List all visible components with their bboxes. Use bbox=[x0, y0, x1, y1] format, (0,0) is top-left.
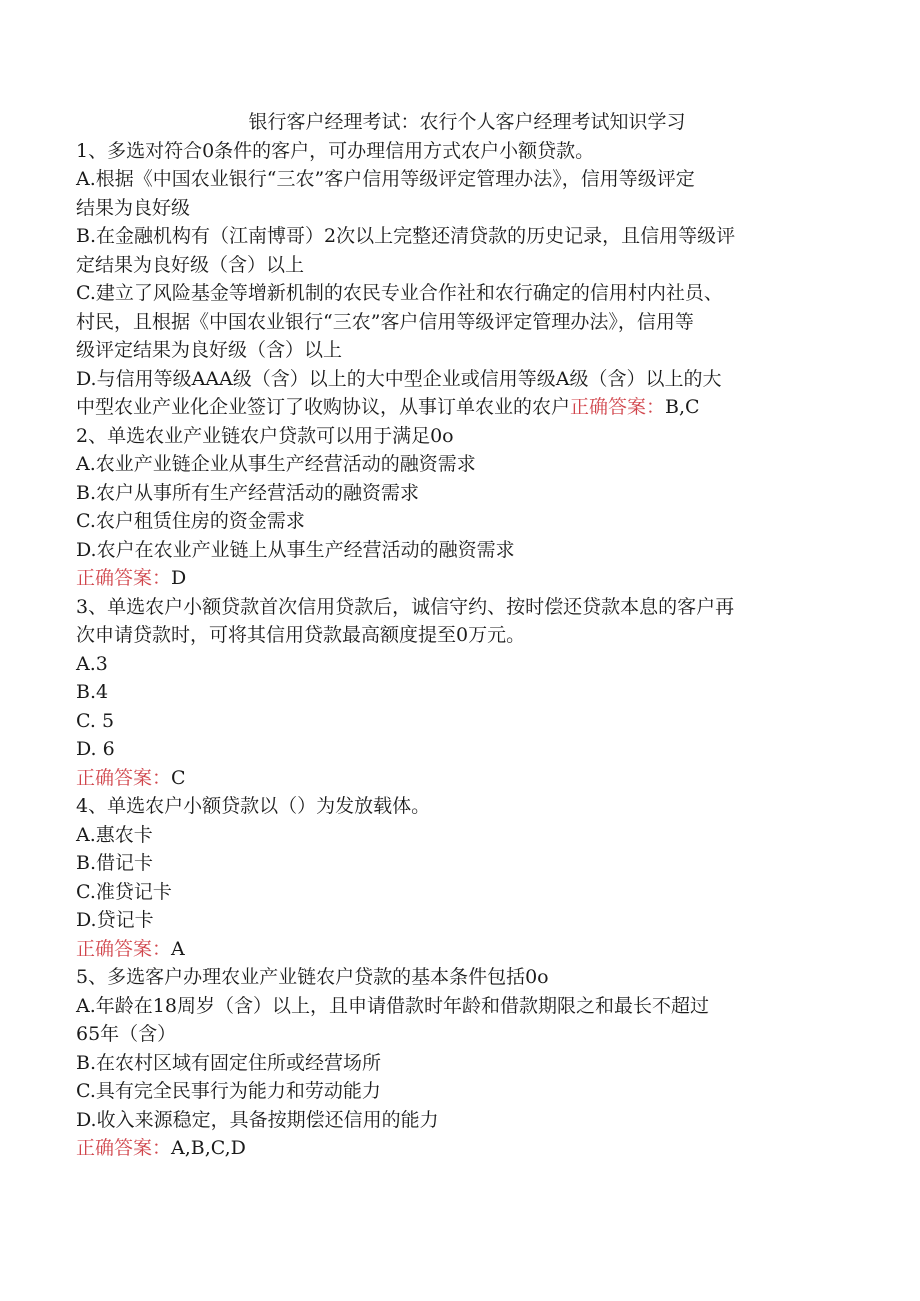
answer-value: D bbox=[171, 567, 187, 589]
question-4-option-c: C.准贷记卡 bbox=[76, 880, 172, 903]
answer-value: A,B,C,D bbox=[171, 1137, 246, 1159]
question-1-option-d-line-2-with-answer bbox=[76, 393, 846, 422]
question-5-option-a-line-1: A.年龄在18周岁（含）以上，且申请借款时年龄和借款期限之和最长不超过 bbox=[76, 994, 709, 1017]
answer-label: 正确答案： bbox=[76, 1137, 172, 1159]
question-1-option-d-line-2: 中型农业产业化企业签订了收购协议，从事订单农业的农户 bbox=[76, 396, 571, 418]
question-4-option-a: A.惠农卡 bbox=[76, 823, 153, 846]
question-1-option-d-line-1: D.与信用等级AAA级（含）以上的大中型企业或信用等级A级（含）以上的大 bbox=[76, 367, 722, 390]
question-2-stem: 2、单选农业产业链农户贷款可以用于满足0o bbox=[76, 424, 454, 447]
question-2-option-c: C.农户租赁住房的资金需求 bbox=[76, 510, 305, 532]
answer-label: 正确答案： bbox=[76, 567, 172, 589]
document-page bbox=[76, 108, 846, 1163]
question-3 bbox=[76, 593, 846, 793]
answer-value: A bbox=[171, 937, 185, 960]
question-1-option-c-line-2: 村民，且根据《中国农业银行“三农”客户信用等级评定管理办法》，信用等 bbox=[76, 310, 694, 333]
question-2-option-d: D.农户在农业产业链上从事生产经营活动的融资需求 bbox=[76, 538, 515, 561]
question-2-option-a: A.农业产业链企业从事生产经营活动的融资需求 bbox=[76, 453, 476, 475]
answer-label: 正确答案： bbox=[570, 396, 666, 418]
question-2 bbox=[76, 422, 846, 593]
question-5-option-b: B.在农村区域有固定住所或经营场所 bbox=[76, 1051, 382, 1074]
answer-label: 正确答案： bbox=[76, 766, 172, 789]
document-title: 银行客户经理考试：农行个人客户经理考试知识学习 bbox=[248, 111, 686, 133]
question-1-option-b-line-1: B.在金融机构有（江南博哥）2次以上完整还清贷款的历史记录，且信用等级评 bbox=[76, 225, 736, 247]
question-2-option-b: B.农户从事所有生产经营活动的融资需求 bbox=[76, 481, 420, 504]
answer-label: 正确答案： bbox=[76, 937, 172, 960]
question-5-stem: 5、多选客户办理农业产业链农户贷款的基本条件包括0o bbox=[76, 966, 549, 988]
question-4 bbox=[76, 792, 846, 963]
question-3-answer bbox=[76, 764, 846, 793]
question-5-answer bbox=[76, 1134, 846, 1163]
question-4-option-d: D.贷记卡 bbox=[76, 909, 154, 931]
question-3-option-c: C. 5 bbox=[76, 709, 115, 732]
question-1-stem: 1、多选对符合0条件的客户，可办理信用方式农户小额贷款。 bbox=[76, 139, 595, 162]
question-3-option-d: D. 6 bbox=[76, 738, 115, 760]
question-1-option-a-line-1: A.根据《中国农业银行“三农”客户信用等级评定管理办法》，信用等级评定 bbox=[76, 168, 695, 190]
question-5-option-d: D.收入来源稳定，具备按期偿还信用的能力 bbox=[76, 1108, 439, 1131]
question-4-option-b: B.借记卡 bbox=[76, 852, 154, 874]
question-3-option-a: A.3 bbox=[76, 652, 108, 675]
question-1-option-a-line-2: 结果为良好级 bbox=[76, 196, 191, 219]
question-5-option-c: C.具有完全民事行为能力和劳动能力 bbox=[76, 1080, 381, 1102]
question-5-option-a-line-2: 65年（含） bbox=[76, 1023, 177, 1045]
answer-value: C bbox=[171, 766, 186, 789]
question-5 bbox=[76, 963, 846, 1163]
question-3-stem-line-1: 3、单选农户小额贷款首次信用贷款后，诚信守约、按时偿还贷款本息的客户再 bbox=[76, 595, 735, 618]
question-1 bbox=[76, 137, 846, 422]
question-4-answer bbox=[76, 935, 846, 964]
question-1-option-c-line-1: C.建立了风险基金等增新机制的农民专业合作社和农行确定的信用村内社员、 bbox=[76, 282, 723, 304]
question-3-stem-line-2: 次申请贷款时，可将其信用贷款最高额度提至0万元。 bbox=[76, 624, 526, 646]
question-1-option-b-line-2: 定结果为良好级（含）以上 bbox=[76, 253, 305, 276]
question-4-stem: 4、单选农户小额贷款以（）为发放载体。 bbox=[76, 795, 431, 817]
question-3-option-b: B.4 bbox=[76, 681, 109, 703]
answer-value: B,C bbox=[665, 396, 700, 418]
question-2-answer bbox=[76, 564, 846, 593]
question-1-option-c-line-3: 级评定结果为良好级（含）以上 bbox=[76, 339, 343, 361]
